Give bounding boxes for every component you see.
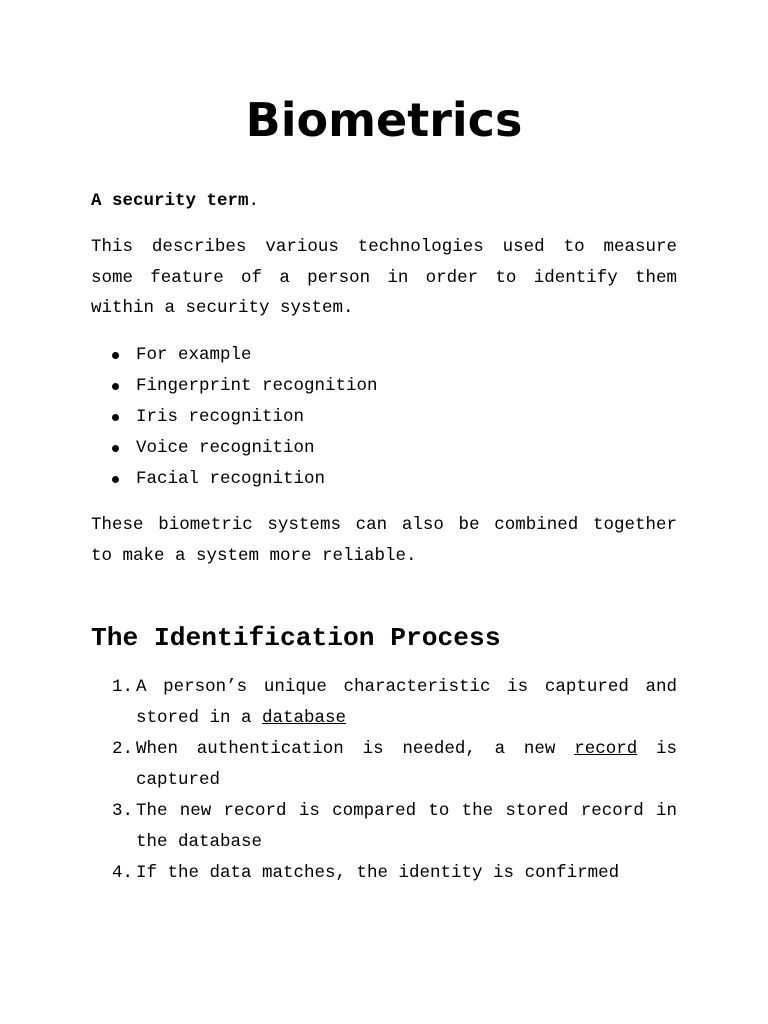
list-item <box>91 371 677 402</box>
step-text <box>136 672 677 733</box>
list-item <box>91 402 677 433</box>
bullet-icon <box>112 414 119 421</box>
list-item <box>91 464 677 495</box>
bullet-icon <box>112 476 119 483</box>
list-item <box>91 340 677 371</box>
step-text <box>136 734 677 795</box>
bullet-icon <box>112 383 119 390</box>
bullet-icon <box>112 445 119 452</box>
step-text-part: is captured <box>136 739 677 790</box>
step-number: 2. <box>112 739 134 759</box>
list-item-text: Iris recognition <box>136 407 305 427</box>
process-steps-list <box>91 672 677 890</box>
step-text: The new record is compared to the stored record in the database <box>136 801 677 852</box>
step-item <box>91 796 677 857</box>
step-number: 3. <box>112 801 134 821</box>
bullet-list <box>91 340 677 495</box>
subtitle <box>91 186 259 217</box>
list-item-text: Facial recognition <box>136 469 326 489</box>
list-item-text: For example <box>136 345 252 365</box>
subtitle-bold-text: A security term <box>91 191 249 211</box>
step-item <box>91 734 677 795</box>
step-number: 1. <box>112 677 134 697</box>
database-link[interactable]: database <box>262 707 347 728</box>
intro-paragraph: This describes various technologies used to measure some feature of a person in order to identify them within a security system. <box>91 237 677 318</box>
list-item-text: Fingerprint recognition <box>136 376 378 396</box>
step-text-part: A person’s unique characteristic is captured and stored in a <box>136 677 677 728</box>
list-item <box>91 433 677 464</box>
step-item <box>91 858 677 889</box>
section-heading: The Identification Process <box>91 623 501 653</box>
subtitle-period: . <box>248 191 260 211</box>
step-text: If the data matches, the identity is confirmed <box>136 863 620 883</box>
record-link[interactable]: record <box>574 739 638 759</box>
step-item <box>91 672 677 733</box>
step-text-part: When authentication is needed, a new <box>136 739 575 759</box>
combined-systems-paragraph: These biometric systems can also be combined together to make a system more reliable. <box>91 515 677 566</box>
list-item-text: Voice recognition <box>136 438 315 458</box>
page-title: Biometrics <box>245 93 523 147</box>
step-number: 4. <box>112 863 134 883</box>
bullet-icon <box>112 352 119 359</box>
